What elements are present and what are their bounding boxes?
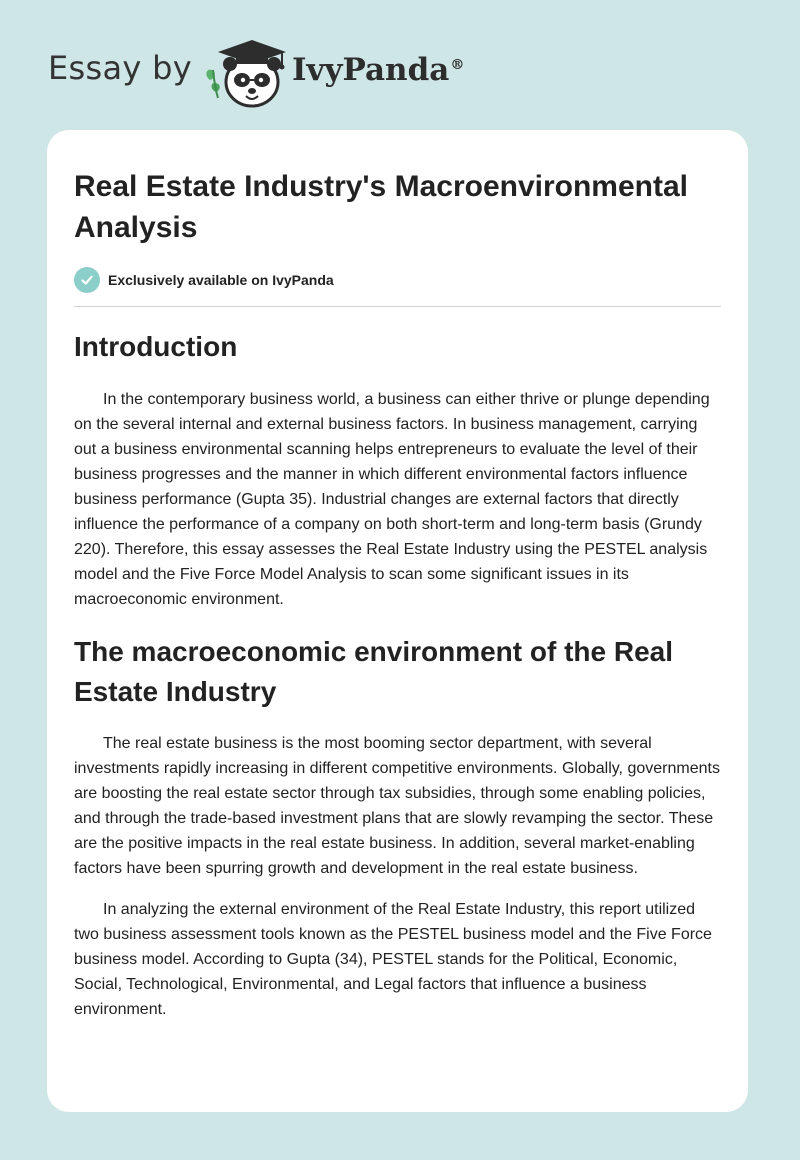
check-circle-icon	[74, 267, 100, 293]
exclusive-badge	[74, 266, 721, 294]
registered-mark: ®	[450, 56, 465, 73]
brand-prefix: Essay by	[48, 49, 192, 87]
section-heading-introduction: Introduction	[74, 331, 238, 362]
section-heading-macroeconomic-environment: The macroeconomic environment of the Real Estate Industry	[74, 636, 674, 707]
brand-name: IvyPanda®	[291, 52, 465, 88]
divider	[74, 306, 721, 307]
exclusive-badge-text: Exclusively available on IvyPanda	[108, 272, 334, 288]
essay-title: Real Estate Industry's Macroenvironmental Analysis	[74, 170, 688, 244]
paragraph-macro-2: In analyzing the external environment of the Real Estate Industry, this report utilized two business assessment tools known as the PESTEL business model and the Five Force business model. According to Gupta (34), PESTEL stands for the Political, Economic, Social, Technological, Environmental, and Legal factors that influence a business environment.	[74, 901, 712, 1018]
panda-logo-icon	[202, 36, 290, 108]
essay-card	[47, 130, 748, 1112]
paragraph-introduction: In the contemporary business world, a business can either thrive or plunge depending on the several internal and external business factors. In business management, carrying out a business environmental scanning helps entrepreneurs to evaluate the level of their business progresses and the manner in which different environmental factors influence business performance (Gupta 35). Industrial changes are external factors that directly influence the performance of a company on both short-term and long-term basis (Grundy 220). Therefore, this essay assesses the Real Estate Industry using the PESTEL analysis model and the Five Force Model Analysis to scan some significant issues in its macroeconomic environment.	[74, 391, 710, 608]
paragraph-macro-1: The real estate business is the most booming sector department, with several investments rapidly increasing in different competitive environments. Globally, governments are boosting the real estate sector through tax subsidies, through some enabling policies, and through the trade-based investment plans that are slowly revamping the sector. These are the positive impacts in the real estate business. In addition, several market-enabling factors have been spurring growth and development in the real estate business.	[74, 735, 720, 877]
brand-header[interactable]	[48, 36, 464, 108]
